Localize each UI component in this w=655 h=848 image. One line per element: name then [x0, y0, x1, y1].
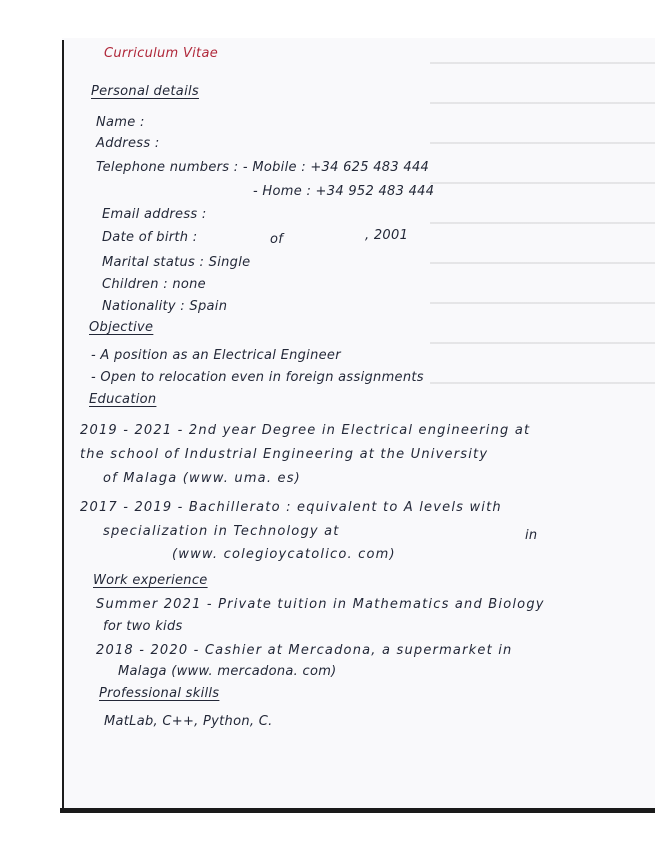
education-line: specialization in Technology at [103, 524, 340, 539]
work-line: 2018 - 2020 - Cashier at Mercadona, a supermarket in [96, 643, 513, 658]
education-line: the school of Industrial Engineering at the University [80, 447, 489, 462]
objective-line: - Open to relocation even in foreign assignments [91, 370, 424, 385]
document-title: Curriculum Vitae [104, 46, 219, 61]
scan-top-margin [0, 0, 655, 38]
address-label: Address : [96, 136, 160, 151]
objective-heading: Objective [89, 320, 154, 335]
nationality: Nationality : Spain [102, 299, 228, 314]
telephone-home: - Home : +34 952 483 444 [253, 184, 435, 199]
education-line: 2019 - 2021 - 2nd year Degree in Electrical engineering at [80, 423, 531, 438]
telephone-mobile: Telephone numbers : - Mobile : +34 625 483 444 [96, 160, 430, 175]
objective-line: - A position as an Electrical Engineer [91, 348, 341, 363]
marital-status: Marital status : Single [102, 255, 251, 270]
name-label: Name : [96, 115, 145, 130]
education-heading: Education [89, 392, 157, 407]
dob-of: of [270, 232, 284, 247]
email-label: Email address : [102, 207, 207, 222]
professional-skills-heading: Professional skills [99, 686, 220, 701]
work-line: Summer 2021 - Private tuition in Mathematics and Biology [96, 597, 545, 612]
children: Children : none [102, 277, 206, 292]
paper-left-edge [62, 40, 64, 810]
scan-bottom-margin [0, 813, 655, 848]
education-line: (www. colegioycatolico. com) [172, 547, 396, 562]
work-experience-heading: Work experience [93, 573, 208, 588]
dob-year: , 2001 [365, 228, 409, 243]
education-line: of Malaga (www. uma. es) [103, 471, 301, 486]
education-line: 2017 - 2019 - Bachillerato : equivalent to A levels with [80, 500, 502, 515]
education-line: in [525, 528, 538, 543]
work-line: Malaga (www. mercadona. com) [118, 664, 337, 679]
dob-label: Date of birth : [102, 230, 198, 245]
work-line: for two kids [103, 619, 183, 634]
bleed-through-texture [430, 40, 655, 400]
skills-line: MatLab, C++, Python, C. [104, 714, 273, 729]
personal-details-heading: Personal details [91, 84, 199, 99]
